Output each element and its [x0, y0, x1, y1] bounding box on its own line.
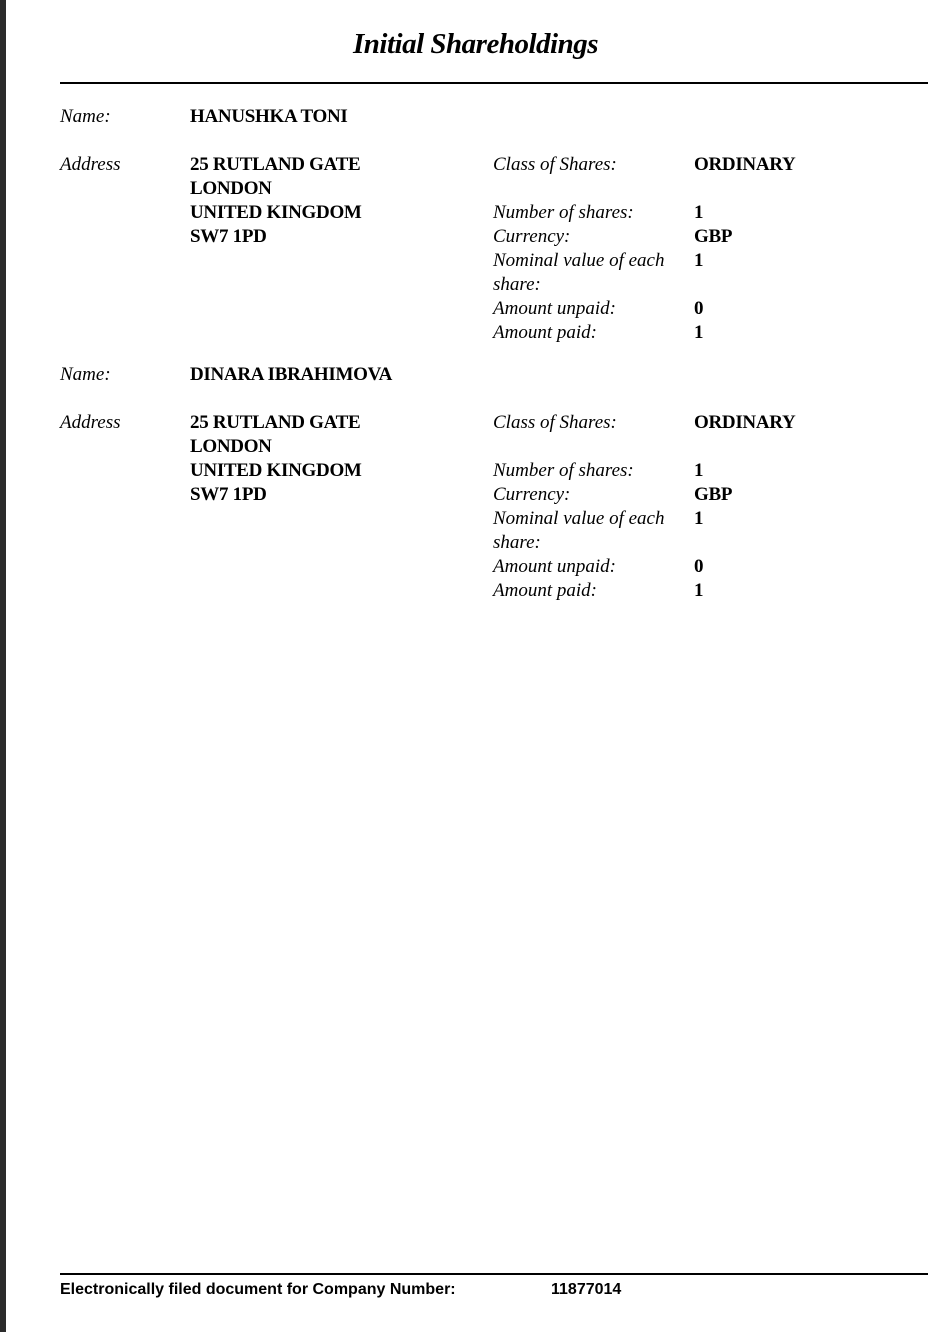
number-of-shares-label: Number of shares: — [493, 460, 634, 481]
document-page — [6, 0, 945, 1332]
amount-unpaid-label: Amount unpaid: — [493, 556, 616, 577]
amount-unpaid-value: 0 — [694, 298, 704, 319]
shareholder-name: DINARA IBRAHIMOVA — [190, 364, 392, 385]
amount-paid-value: 1 — [694, 322, 704, 343]
address-line: LONDON — [190, 178, 272, 199]
shareholder-entry — [6, 105, 945, 345]
top-divider — [60, 82, 928, 84]
class-of-shares-value: ORDINARY — [694, 412, 796, 433]
address-line: 25 RUTLAND GATE — [190, 412, 361, 433]
amount-unpaid-value: 0 — [694, 556, 704, 577]
number-of-shares-value: 1 — [694, 202, 704, 223]
name-label: Name: — [60, 364, 111, 385]
address-line: SW7 1PD — [190, 484, 267, 505]
nominal-value-label-cont: share: — [493, 532, 541, 553]
currency-label: Currency: — [493, 226, 571, 247]
amount-paid-label: Amount paid: — [493, 322, 597, 343]
nominal-value-label: Nominal value of each — [493, 250, 665, 271]
class-of-shares-label: Class of Shares: — [493, 412, 617, 433]
class-of-shares-label: Class of Shares: — [493, 154, 617, 175]
nominal-value-label-cont: share: — [493, 274, 541, 295]
company-number: 11877014 — [551, 1281, 622, 1298]
class-of-shares-value: ORDINARY — [694, 154, 796, 175]
nominal-value-value: 1 — [694, 508, 704, 529]
footer-label: Electronically filed document for Company Number: — [60, 1281, 456, 1298]
address-line: UNITED KINGDOM — [190, 202, 362, 223]
address-line: SW7 1PD — [190, 226, 267, 247]
number-of-shares-label: Number of shares: — [493, 202, 634, 223]
shareholder-name: HANUSHKA TONI — [190, 106, 348, 127]
address-block — [190, 411, 362, 507]
amount-paid-value: 1 — [694, 580, 704, 601]
amount-paid-label: Amount paid: — [493, 580, 597, 601]
nominal-value-value: 1 — [694, 250, 704, 271]
shareholder-entry — [6, 363, 945, 603]
bottom-divider — [60, 1273, 928, 1275]
address-block — [190, 153, 362, 249]
currency-value: GBP — [694, 226, 733, 247]
nominal-value-label: Nominal value of each — [493, 508, 665, 529]
address-line: UNITED KINGDOM — [190, 460, 362, 481]
address-label: Address — [60, 412, 121, 433]
currency-value: GBP — [694, 484, 733, 505]
address-label: Address — [60, 154, 121, 175]
page-title: Initial Shareholdings — [353, 28, 598, 60]
amount-unpaid-label: Amount unpaid: — [493, 298, 616, 319]
number-of-shares-value: 1 — [694, 460, 704, 481]
address-line: LONDON — [190, 436, 272, 457]
address-line: 25 RUTLAND GATE — [190, 154, 361, 175]
name-label: Name: — [60, 106, 111, 127]
currency-label: Currency: — [493, 484, 571, 505]
